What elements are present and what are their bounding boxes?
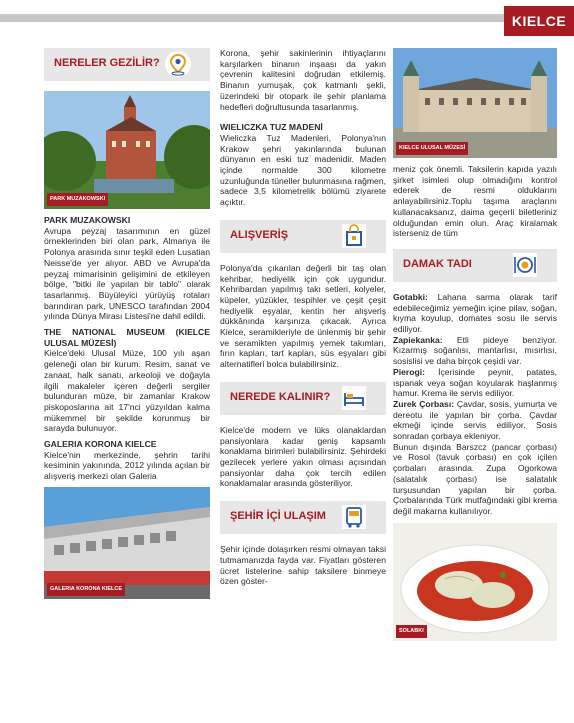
solabki-image [393,523,557,641]
header-bar [0,0,574,40]
galeria-text: Kielce'nin merkezinde, şehrin tarihi kesiminin yakınında, 2012 yılında açılan bir alışveriş merkezi olan Galeria [44,449,210,482]
section-title-ulasim: ŞEHİR İÇİ ULAŞIM [230,510,326,523]
galeria-korona-image [44,487,210,599]
section-title-nerede: NEREDE KALINIR? [230,390,331,403]
section-header-nerede [220,382,386,415]
photo-park-muzakowski [44,91,210,209]
ulasim-text-continued: meniz çok önemli. Taksilerin kapıda yazılı şirket isimleri olup olmadığını kontrol ederek de resmi olduklarını anlayabilirsiniz.Toplu taşıma araçlarını kullanacaksanız, daima geçerli biletleriniz olduğundan emin olun. Araç kiralamak isterseniz de tüm [393,164,557,239]
plate-cutlery-icon [511,251,539,279]
alisveris-text: Polonya'da çıkarılan değerli bir taş olan kehribar, hediyelik için çok uygundur. Kehribardan yapılmış takı setleri, kolyeler, küpeler, yüzükler, tespihler ve çeşit çeşit hediyelik eşyalar, kentin her alışveriş dükkânında karşınıza çıkacak. Ayrıca Kielce, seramikleriyle de ünlenmiş bir şehir ve seramikten yapılmış yemek takımları, fırın kapları, tart kapları, süs eşyaları gibi alternatifleri bolca bulabilirsiniz. [220,262,386,370]
section-header-alisveris [220,220,386,253]
column-1 [44,48,210,605]
museum-text: Kielce'deki Ulusal Müze, 100 yılı aşan geleneği olan bir kurum. Resim, sanat ve zanaat, halk sanatı, arkeoloji ve doğayla ilgili makaleler içeren değerli sergiler bulunduran müze, bir zamanlar Krakow piskoposlarına ait 17'nci yüzyıldan kalma mükemmel bir şekilde korunmuş bir sarayda bulunuyor. [44,348,210,434]
nerede-text: Kielce'de modern ve lüks olanaklardan pansiyonlara kadar geniş kapsamlı konaklama birimleri bulabilirsiniz. Şehirdeki gezilecek yerlere yakın olması açısından pansiyonlar daha çok tercih edilen konaklamalar arasında gösteriliyor. [220,424,386,489]
photo-galeria-korona [44,487,210,599]
park-muzakowski-image [44,91,210,209]
food-item: Zapiekanka: Etli pideye benziyor. Kızarmış soğanlısı, mantarlısı, mısırlısı, sosislisi ve daha birçok çeşidi var. [393,334,557,367]
food-item: Pierogi: İçerisinde peynir, patates, ıspanak veya soğan koyularak haşlanmış hamur. Krema ile servis ediliyor. [393,366,557,399]
city-title: KIELCE [504,6,574,36]
section-title-damak: DAMAK TADI [403,257,472,270]
photo-caption-muzakowski: PARK MUZAKOWSKI [47,193,108,206]
photo-solabki [393,523,557,641]
section-title-nereler: NERELER GEZİLİR? [54,57,160,69]
ulasim-text: Şehir içinde dolaşırken resmi olmayan taksi tutmamanızda fayda var. Fiyatları gösteren ücret listelerine sahip taksilere binmeye özen göster- [220,544,386,587]
food-extra-text: Bunun dışında Barszcz (pancar çorbası) ve Rosol (tavuk çorbası) en çok içilen çorbaları arasında. Zupa Ogorkowa (salatalık çorbası) ise salatalık turşusundan yapılan bir çorba. Çorbalarında Türk mutfağındaki gibi krema değil makarna kullanılıyor. [393,441,557,516]
photo-kielce-ulusal-muzesi [393,48,557,158]
tuz-text: Wieliczka Tuz Madenleri, Polonya'nın Krakow şehri yakınlarında bulunan dünyanın en eski tuz madenidir. Maden içinde normalde 300 kilometre uzunluğunda tüneller bulunmasına rağmen, sadece 3,5 kilometrelik bölümü ziyarete açıktır. [220,132,386,208]
section-header-ulasim [220,501,386,534]
section-header-damak [393,249,557,282]
section-header-nereler [44,48,210,81]
park-text: Avrupa peyzaj tasarımının en güzel örneklerinden biri olan park, Almanya ile Polonya arasında sınır teşkil eden Lusatian Neisse'de yer alıyor. ABD ve Avrupa'da peyzaj mimarisinin gelişimini de etkileyen bölge, "bitki ile yapılan bir tablo" olarak tasarlanmış. Büyüleyici yürüyüş rotaları barındıran park, UNESCO tarafından 2004 yılında Dünya Mirası Listesi'ne dahil edildi. [44,225,210,322]
shopping-bag-icon [340,222,368,250]
galeria-text-continued: Korona, şehir sakinlerinin ihtiyaçlarını karşılarken binanın inşaası da yakın çevrenin kalitesini doğrudan etkilemiş. Binanın yumuşak, çok katmanlı şekli, üzerindeki bir otopark ile şehir planlama hedefleri doğrultusunda tasarlanmış. [220,48,386,112]
tuz-title: WIELICZKA TUZ MADENİ [220,122,323,133]
park-title: PARK MUZAKOWSKI [44,215,131,225]
bus-icon [340,503,368,531]
galeria-title: GALERIA KORONA KIELCE [44,439,157,450]
map-pin-icon [164,50,192,78]
photo-caption-galeria: GALERIA KORONA KIELCE [47,583,125,596]
photo-caption-muzesi: KIELCE ULUSAL MÜZESİ [396,142,468,155]
section-title-alisveris: ALIŞVERİŞ [230,228,289,241]
bed-icon [340,384,368,412]
food-item: Gotabki: Lahana sarma olarak tarif edebileceğimiz yemeğin içine pilav, soğan, kıyma koyulup, domates sosu ile servis ediliyor. [393,291,557,335]
photo-caption-solabki: SOLABKI [396,625,427,638]
column-3 [393,48,557,647]
food-item: Zurek Çorbası: Çavdar, sosis, yumurta ve dereotu ile yapılan bir çorba. Çavdar ekmeği içinde servis ediliyor. Sosis sonradan çorbaya ekleniyor. [393,398,558,442]
header-stripe [0,14,574,22]
museum-title: THE NATIONAL MUSEUM (KIELCE ULUSAL MÜZESİ) [44,327,210,348]
column-2 [220,48,386,587]
